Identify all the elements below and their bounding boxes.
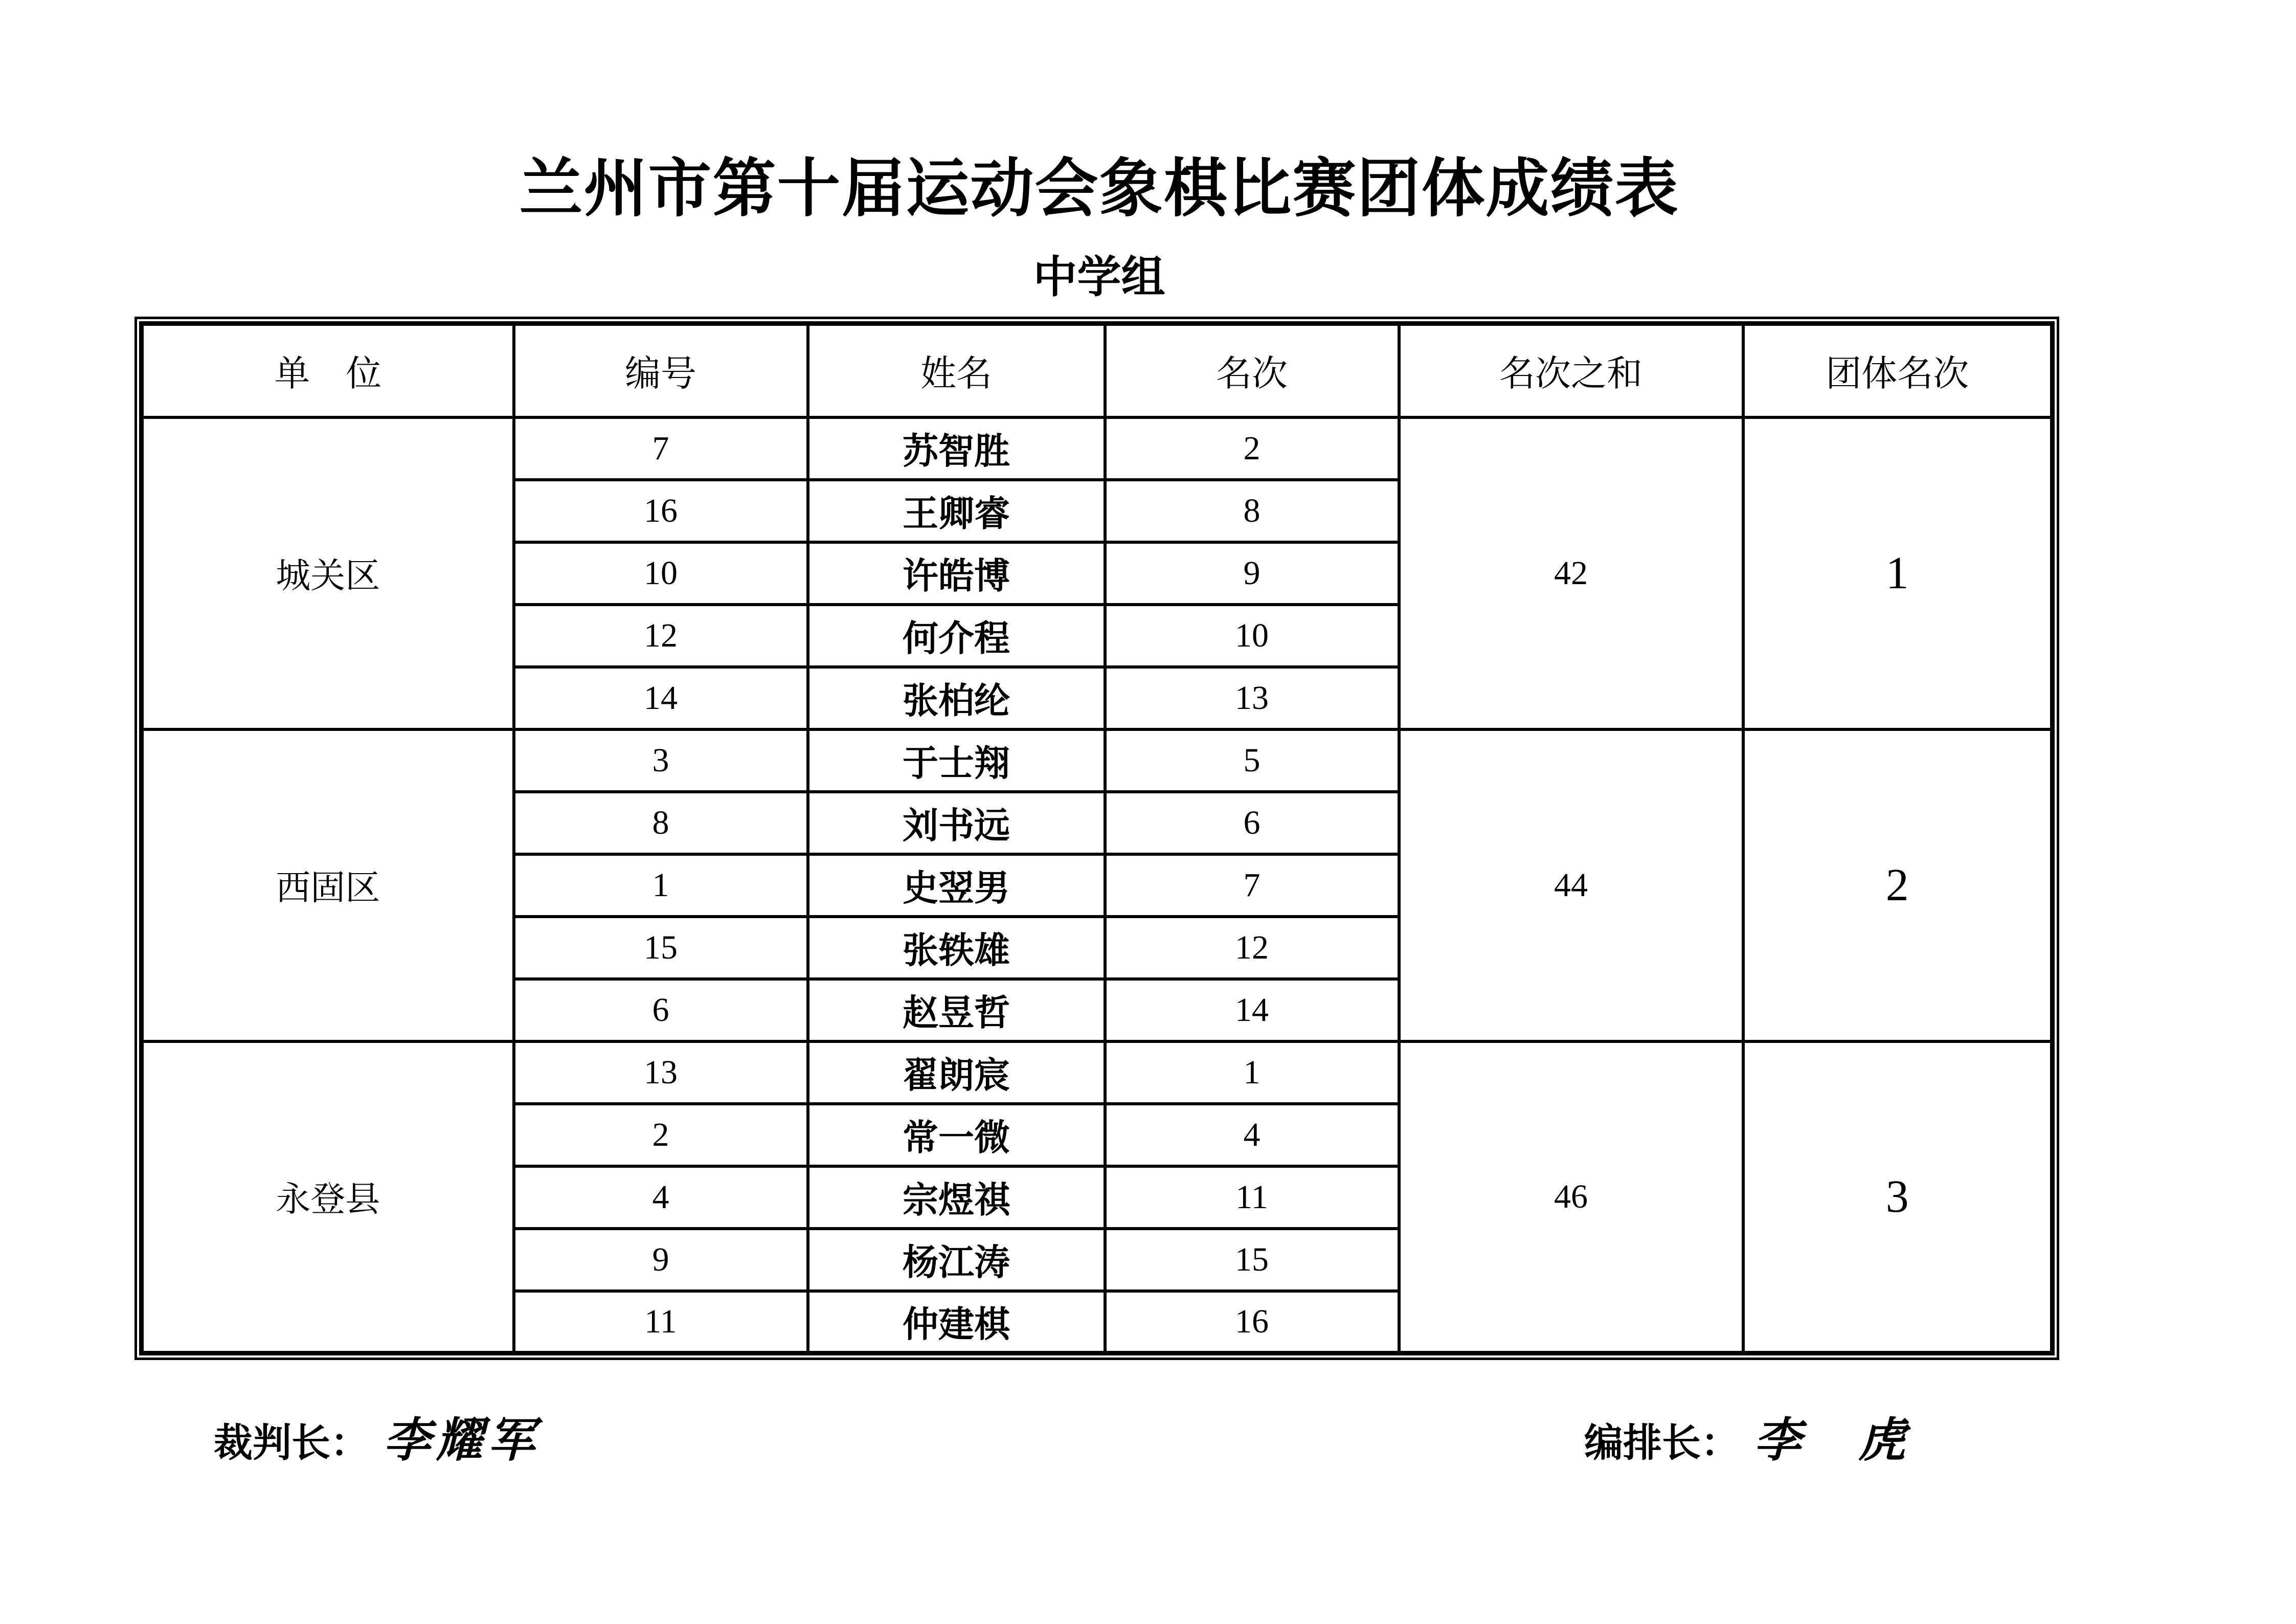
player-name-cell: 翟朗宸	[808, 1041, 1105, 1104]
player-rank-cell: 8	[1105, 480, 1399, 542]
page-title: 兰州市第十届运动会象棋比赛团体成绩表	[519, 154, 1679, 224]
player-rank-cell: 9	[1105, 542, 1399, 605]
arranger-signature-block	[1584, 1403, 1910, 1470]
results-table	[139, 321, 2055, 1355]
player-rank-cell: 4	[1105, 1104, 1399, 1166]
player-rank-cell: 16	[1105, 1291, 1399, 1353]
arranger-signature: 李 虎	[1754, 1414, 1911, 1466]
player-name-cell: 何介程	[808, 605, 1105, 667]
player-name-cell: 苏智胜	[808, 417, 1105, 480]
player-number-cell: 9	[514, 1229, 808, 1291]
player-rank-cell: 11	[1105, 1166, 1399, 1229]
table-row	[142, 417, 2053, 480]
player-number-cell: 7	[514, 417, 808, 480]
player-name-cell: 于士翔	[808, 729, 1105, 792]
page-subtitle: 中学组	[1033, 253, 1165, 302]
unit-cell: 城关区	[142, 417, 514, 729]
referee-label: 裁判长：	[214, 1422, 369, 1465]
table-header-row	[142, 324, 2053, 417]
player-name-cell: 张柏纶	[808, 667, 1105, 729]
player-name-cell: 张轶雄	[808, 917, 1105, 979]
player-number-cell: 16	[514, 480, 808, 542]
player-rank-cell: 13	[1105, 667, 1399, 729]
player-number-cell: 15	[514, 917, 808, 979]
player-name-cell: 刘书远	[808, 792, 1105, 854]
player-rank-cell: 6	[1105, 792, 1399, 854]
player-name-cell: 史翌男	[808, 854, 1105, 917]
player-name-cell: 赵昱哲	[808, 979, 1105, 1041]
header-team-rank: 团体名次	[1743, 324, 2053, 417]
player-number-cell: 6	[514, 979, 808, 1041]
table-row	[142, 729, 2053, 792]
header-number: 编号	[514, 324, 808, 417]
referee-signature-block	[214, 1403, 540, 1470]
header-rank: 名次	[1105, 324, 1399, 417]
player-number-cell: 12	[514, 605, 808, 667]
team-rank-cell: 2	[1743, 729, 2053, 1041]
player-name-cell: 常一微	[808, 1104, 1105, 1166]
player-name-cell: 杨江涛	[808, 1229, 1105, 1291]
player-rank-cell: 14	[1105, 979, 1399, 1041]
rank-sum-cell: 44	[1399, 729, 1743, 1041]
player-number-cell: 3	[514, 729, 808, 792]
arranger-label: 编排长：	[1584, 1422, 1740, 1465]
player-name-cell: 宗煜祺	[808, 1166, 1105, 1229]
rank-sum-cell: 46	[1399, 1041, 1743, 1353]
player-number-cell: 8	[514, 792, 808, 854]
player-number-cell: 10	[514, 542, 808, 605]
unit-cell: 西固区	[142, 729, 514, 1041]
header-name: 姓名	[808, 324, 1105, 417]
player-rank-cell: 1	[1105, 1041, 1399, 1104]
table-row	[142, 1041, 2053, 1104]
player-rank-cell: 15	[1105, 1229, 1399, 1291]
team-rank-cell: 3	[1743, 1041, 2053, 1353]
player-number-cell: 11	[514, 1291, 808, 1353]
results-table-border	[134, 317, 2059, 1360]
player-number-cell: 2	[514, 1104, 808, 1166]
player-rank-cell: 2	[1105, 417, 1399, 480]
player-name-cell: 许皓博	[808, 542, 1105, 605]
player-rank-cell: 10	[1105, 605, 1399, 667]
player-number-cell: 13	[514, 1041, 808, 1104]
header-unit: 单 位	[142, 324, 514, 417]
player-name-cell: 仲建棋	[808, 1291, 1105, 1353]
player-number-cell: 1	[514, 854, 808, 917]
player-rank-cell: 12	[1105, 917, 1399, 979]
rank-sum-cell: 42	[1399, 417, 1743, 729]
player-rank-cell: 5	[1105, 729, 1399, 792]
results-table-body	[142, 417, 2053, 1353]
referee-signature: 李耀军	[384, 1414, 541, 1466]
unit-cell: 永登县	[142, 1041, 514, 1353]
header-rank-sum: 名次之和	[1399, 324, 1743, 417]
player-number-cell: 14	[514, 667, 808, 729]
player-name-cell: 王卿睿	[808, 480, 1105, 542]
player-rank-cell: 7	[1105, 854, 1399, 917]
player-number-cell: 4	[514, 1166, 808, 1229]
team-rank-cell: 1	[1743, 417, 2053, 729]
